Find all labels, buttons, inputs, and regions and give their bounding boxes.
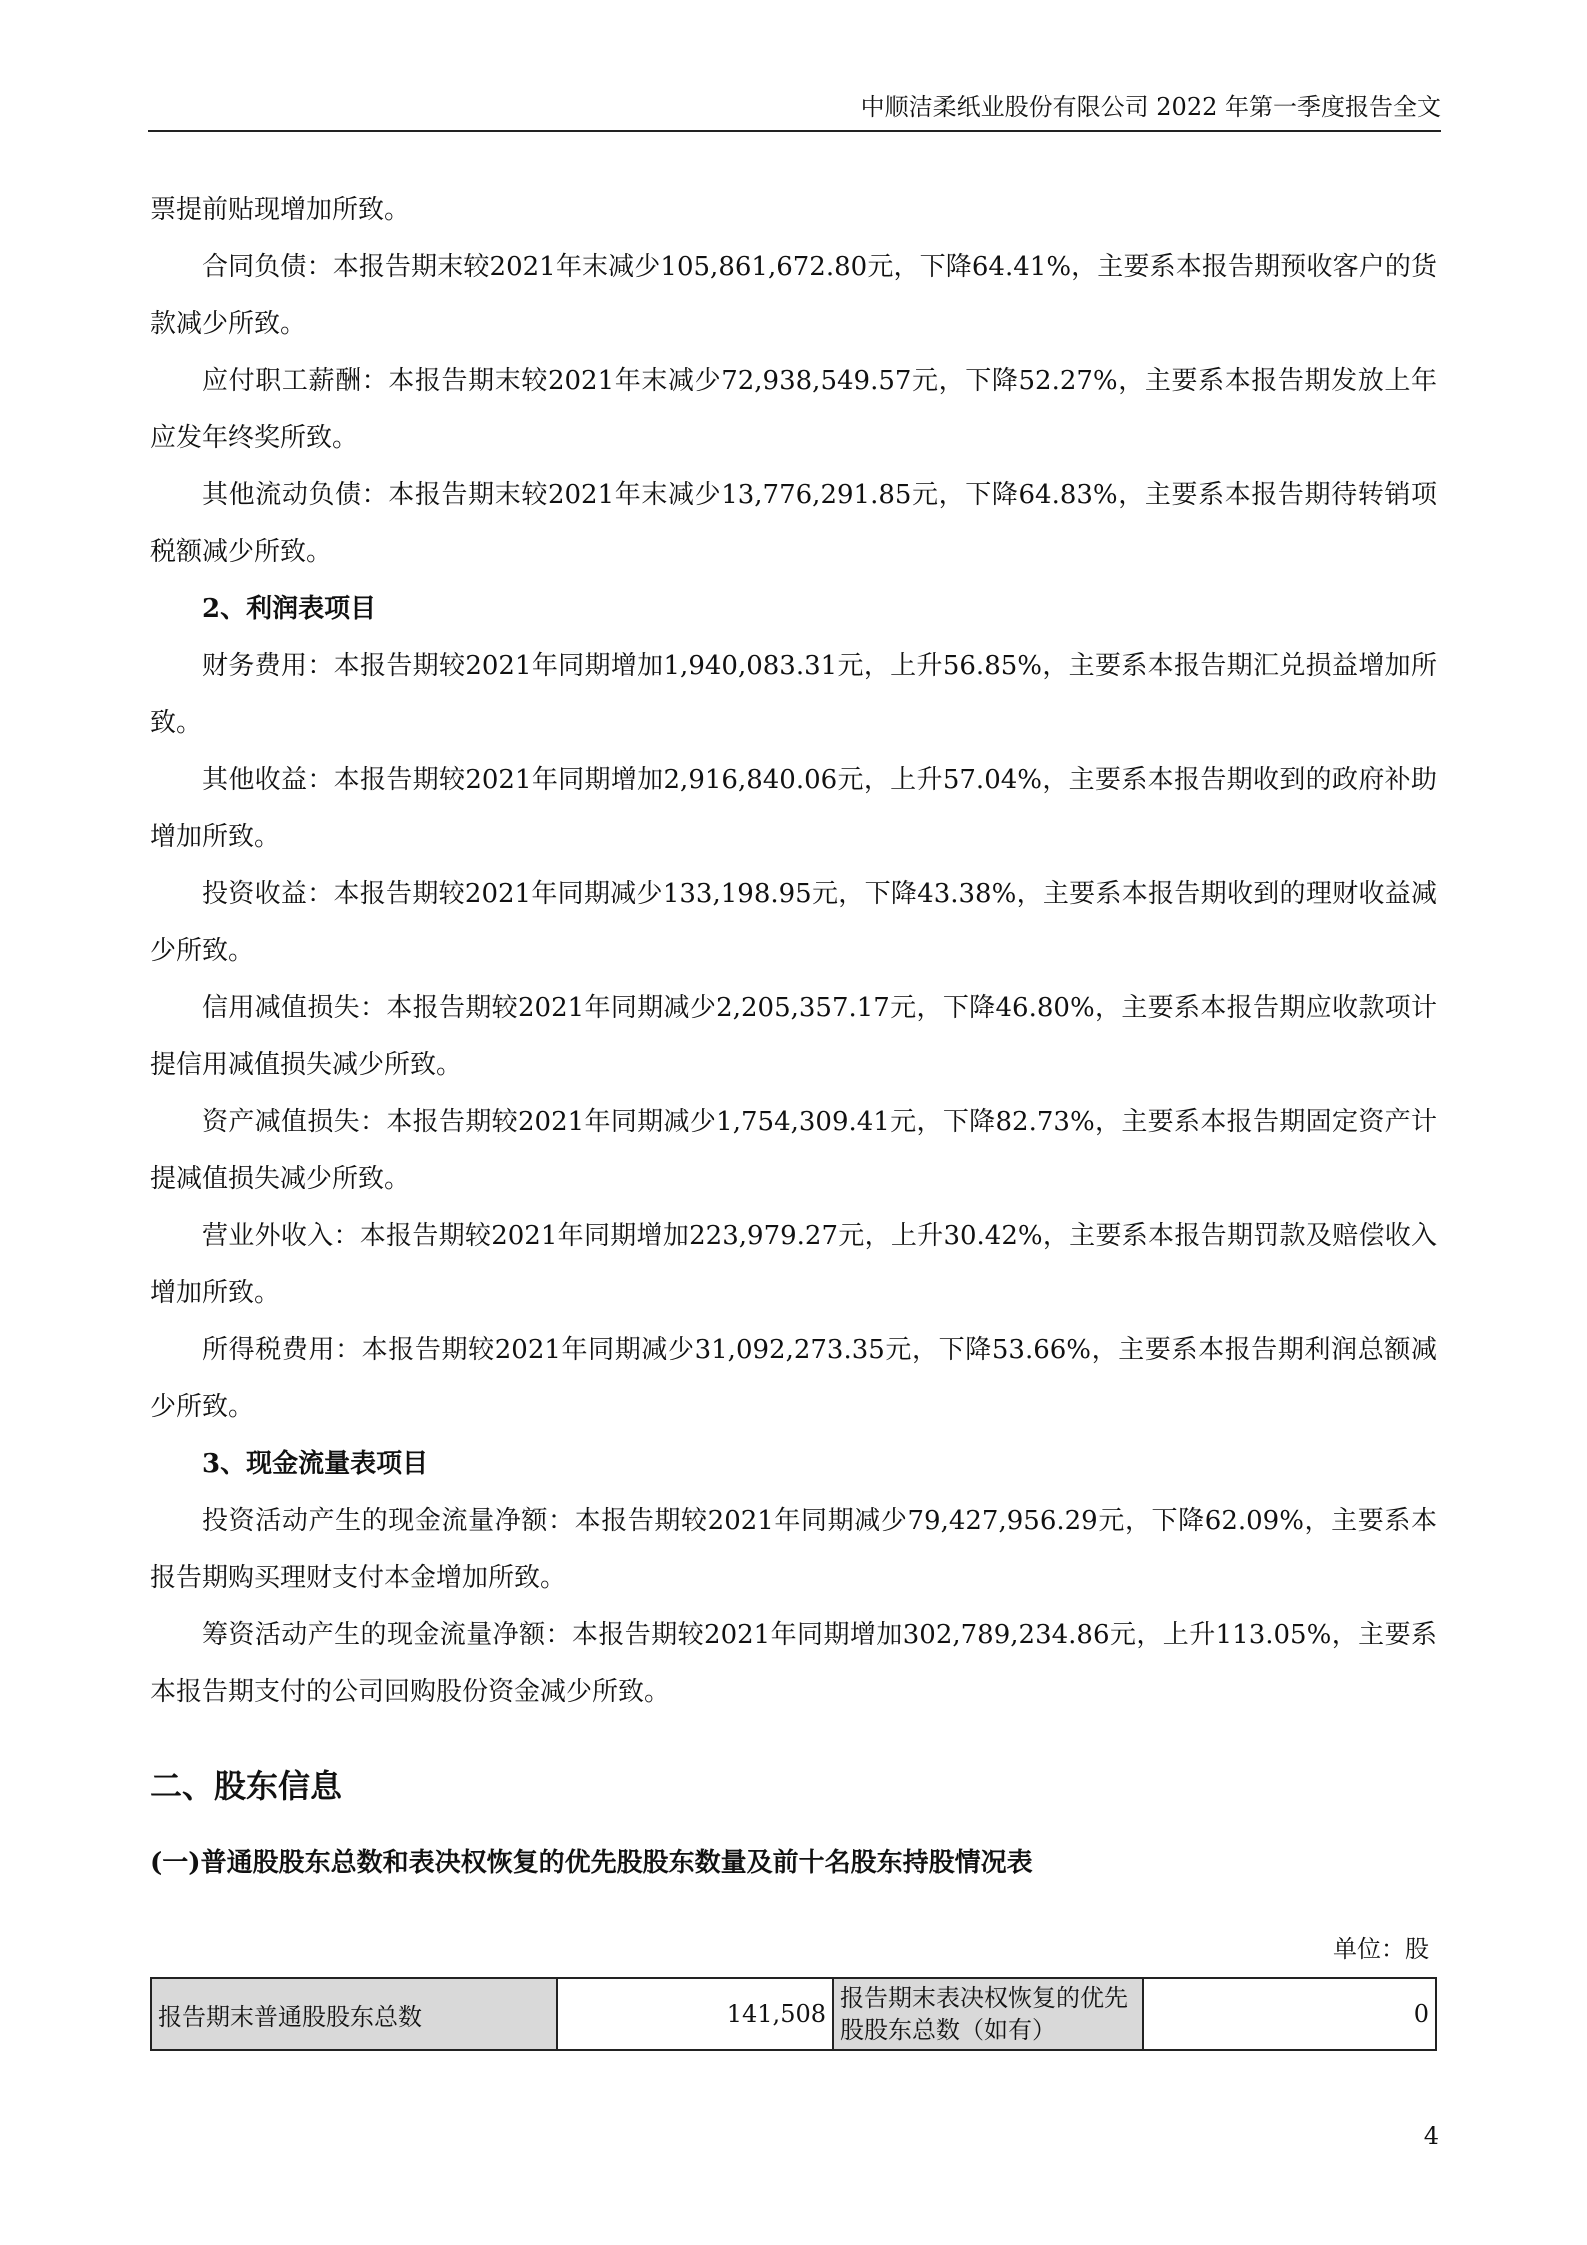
- paragraph: 合同负债：本报告期末较2021年末减少105,861,672.80元，下降64.41%，主要系本报告期预收客户的货款减少所致。: [150, 252, 1437, 339]
- unit-label: 单位：股: [1333, 1935, 1429, 1963]
- paragraph: 投资收益：本报告期较2021年同期减少133,198.95元，下降43.38%，主要系本报告期收到的理财收益减少所致。: [150, 879, 1437, 966]
- paragraph: 应付职工薪酬：本报告期末较2021年末减少72,938,549.57元，下降52.27%，主要系本报告期发放上年应发年终奖所致。: [150, 366, 1437, 453]
- income-statement-heading: 2、利润表项目: [202, 594, 377, 624]
- header-title: 中顺洁柔纸业股份有限公司 2022 年第一季度报告全文: [860, 93, 1441, 121]
- shareholders-section-heading: 二、股东信息: [150, 1767, 343, 1805]
- paragraph: 资产减值损失：本报告期较2021年同期减少1,754,309.41元，下降82.73%，主要系本报告期固定资产计提减值损失减少所致。: [150, 1107, 1437, 1194]
- table-cell-label: 报告期末表决权恢复的优先股股东总数（如有）: [833, 1978, 1143, 2050]
- table-cell-label: 报告期末普通股股东总数: [151, 1978, 557, 2050]
- paragraph: 其他流动负债：本报告期末较2021年末减少13,776,291.85元，下降64.83%，主要系本报告期待转销项税额减少所致。: [150, 480, 1437, 567]
- paragraph: 筹资活动产生的现金流量净额：本报告期较2021年同期增加302,789,234.86元，上升113.05%，主要系本报告期支付的公司回购股份资金减少所致。: [150, 1620, 1437, 1707]
- cash-flow-heading: 3、现金流量表项目: [202, 1449, 429, 1479]
- document-body: [150, 182, 1437, 2051]
- paragraph: 营业外收入：本报告期较2021年同期增加223,979.27元，上升30.42%，主要系本报告期罚款及赔偿收入增加所致。: [150, 1221, 1437, 1308]
- table-cell-value: 141,508: [557, 1978, 833, 2050]
- paragraph: 其他收益：本报告期较2021年同期增加2,916,840.06元，上升57.04%，主要系本报告期收到的政府补助增加所致。: [150, 765, 1437, 852]
- paragraph: 信用减值损失：本报告期较2021年同期减少2,205,357.17元，下降46.80%，主要系本报告期应收款项计提信用减值损失减少所致。: [150, 993, 1437, 1080]
- page-header: [148, 92, 1441, 132]
- shareholders-table: [150, 1977, 1437, 2051]
- page-number: 4: [1423, 2122, 1439, 2150]
- table-row: [151, 1978, 1436, 2050]
- paragraph: 财务费用：本报告期较2021年同期增加1,940,083.31元，上升56.85%，主要系本报告期汇兑损益增加所致。: [150, 651, 1437, 738]
- paragraph: 票提前贴现增加所致。: [150, 195, 411, 225]
- table-cell-value: 0: [1143, 1978, 1436, 2050]
- paragraph: 投资活动产生的现金流量净额：本报告期较2021年同期减少79,427,956.29元，下降62.09%，主要系本报告期购买理财支付本金增加所致。: [150, 1506, 1437, 1593]
- table-title: (一)普通股股东总数和表决权恢复的优先股股东数量及前十名股东持股情况表: [150, 1848, 1033, 1878]
- paragraph: 所得税费用：本报告期较2021年同期减少31,092,273.35元，下降53.66%，主要系本报告期利润总额减少所致。: [150, 1335, 1437, 1422]
